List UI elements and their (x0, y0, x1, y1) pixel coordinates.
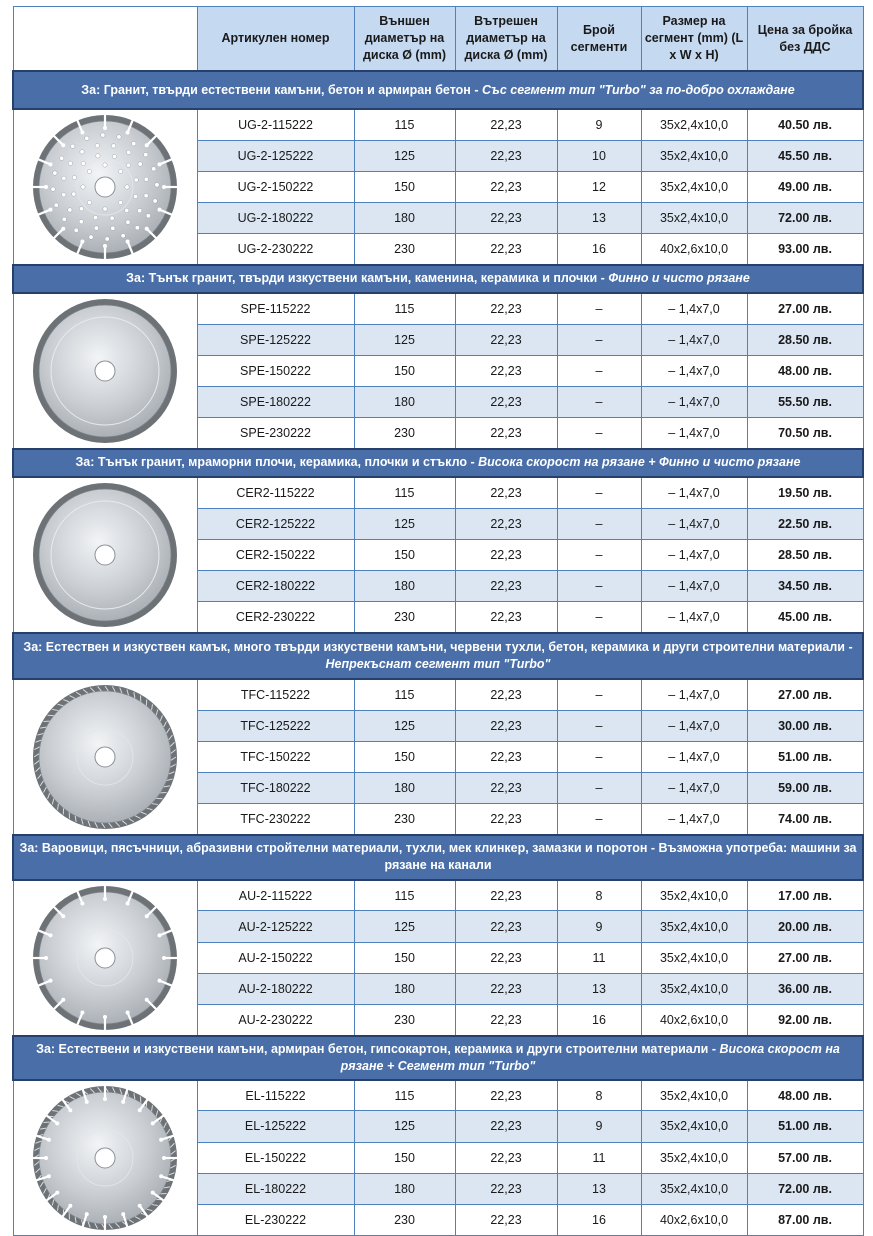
code-cell: AU-2-150222 (197, 942, 354, 973)
inner-diameter-cell: 22,23 (455, 602, 557, 633)
segments-cell: – (557, 418, 641, 449)
code-cell: CER2-150222 (197, 539, 354, 570)
segments-cell: – (557, 710, 641, 741)
segments-cell: – (557, 477, 641, 508)
price-table (12, 6, 864, 1236)
section-title-text: За: Естествен и изкуствен камък, много твърди изкуствени камъни, червени тухли, бетон, керамика и други строителни материали - (23, 640, 852, 654)
price-cell: 34.50 лв. (747, 570, 863, 601)
col-header-segments: Брой сегменти (557, 7, 641, 72)
segmented-turbo-icon (14, 1083, 197, 1233)
inner-diameter-cell: 22,23 (455, 772, 557, 803)
segment-size-cell: 35x2,4x10,0 (641, 1111, 747, 1142)
code-cell: UG-2-150222 (197, 171, 354, 202)
inner-diameter-cell: 22,23 (455, 418, 557, 449)
turbo-holes-icon (14, 112, 197, 262)
code-cell: SPE-125222 (197, 324, 354, 355)
inner-diameter-cell: 22,23 (455, 1111, 557, 1142)
code-cell: TFC-230222 (197, 804, 354, 835)
price-cell: 72.00 лв. (747, 203, 863, 234)
segment-size-cell: – 1,4x7,0 (641, 570, 747, 601)
price-cell: 51.00 лв. (747, 1111, 863, 1142)
segment-size-cell: – 1,4x7,0 (641, 293, 747, 324)
code-cell: CER2-115222 (197, 477, 354, 508)
section-title (13, 71, 863, 109)
code-cell: CER2-125222 (197, 508, 354, 539)
inner-diameter-cell: 22,23 (455, 973, 557, 1004)
segment-size-cell: 35x2,4x10,0 (641, 880, 747, 911)
segments-cell: 11 (557, 1142, 641, 1173)
price-cell: 22.50 лв. (747, 508, 863, 539)
code-cell: UG-2-115222 (197, 109, 354, 140)
outer-diameter-cell: 125 (354, 710, 455, 741)
outer-diameter-cell: 125 (354, 911, 455, 942)
segment-size-cell: – 1,4x7,0 (641, 804, 747, 835)
segments-cell: – (557, 387, 641, 418)
table-row (13, 109, 863, 140)
outer-diameter-cell: 125 (354, 1111, 455, 1142)
inner-diameter-cell: 22,23 (455, 1173, 557, 1204)
code-cell: SPE-230222 (197, 418, 354, 449)
segments-cell: 8 (557, 1080, 641, 1111)
table-row (13, 477, 863, 508)
segment-size-cell: – 1,4x7,0 (641, 355, 747, 386)
code-cell: TFC-125222 (197, 710, 354, 741)
code-cell: EL-150222 (197, 1142, 354, 1173)
inner-diameter-cell: 22,23 (455, 911, 557, 942)
section-header (13, 1036, 863, 1080)
segments-cell: 16 (557, 234, 641, 265)
inner-diameter-cell: 22,23 (455, 477, 557, 508)
col-header-code: Артикулен номер (197, 7, 354, 72)
outer-diameter-cell: 125 (354, 508, 455, 539)
product-image (13, 679, 197, 835)
outer-diameter-cell: 115 (354, 477, 455, 508)
segments-cell: – (557, 539, 641, 570)
segments-cell: 13 (557, 203, 641, 234)
inner-diameter-cell: 22,23 (455, 570, 557, 601)
segment-size-cell: – 1,4x7,0 (641, 679, 747, 710)
section-title (13, 633, 863, 679)
segments-cell: 13 (557, 1173, 641, 1204)
inner-diameter-cell: 22,23 (455, 234, 557, 265)
segment-size-cell: 40x2,6x10,0 (641, 234, 747, 265)
outer-diameter-cell: 115 (354, 880, 455, 911)
price-cell: 45.00 лв. (747, 602, 863, 633)
section-title-text: За: Гранит, твърди естествени камъни, бетон и армиран бетон - (81, 83, 482, 97)
inner-diameter-cell: 22,23 (455, 140, 557, 171)
price-cell: 55.50 лв. (747, 387, 863, 418)
inner-diameter-cell: 22,23 (455, 203, 557, 234)
section-title-emphasis: Непрекъснат сегмент тип "Turbo" (326, 657, 551, 671)
outer-diameter-cell: 180 (354, 203, 455, 234)
inner-diameter-cell: 22,23 (455, 1005, 557, 1036)
outer-diameter-cell: 150 (354, 539, 455, 570)
code-cell: UG-2-180222 (197, 203, 354, 234)
code-cell: SPE-180222 (197, 387, 354, 418)
section-title (13, 1036, 863, 1080)
inner-diameter-cell: 22,23 (455, 880, 557, 911)
header-row (13, 7, 863, 72)
outer-diameter-cell: 180 (354, 973, 455, 1004)
outer-diameter-cell: 150 (354, 741, 455, 772)
segments-cell: – (557, 804, 641, 835)
price-cell: 59.00 лв. (747, 772, 863, 803)
segment-size-cell: – 1,4x7,0 (641, 387, 747, 418)
segment-size-cell: – 1,4x7,0 (641, 324, 747, 355)
inner-diameter-cell: 22,23 (455, 539, 557, 570)
code-cell: TFC-150222 (197, 741, 354, 772)
segment-size-cell: 35x2,4x10,0 (641, 1142, 747, 1173)
outer-diameter-cell: 150 (354, 171, 455, 202)
price-cell: 72.00 лв. (747, 1173, 863, 1204)
header-blank (13, 7, 197, 72)
inner-diameter-cell: 22,23 (455, 1080, 557, 1111)
segment-size-cell: – 1,4x7,0 (641, 741, 747, 772)
code-cell: UG-2-125222 (197, 140, 354, 171)
inner-diameter-cell: 22,23 (455, 355, 557, 386)
segment-size-cell: 35x2,4x10,0 (641, 1173, 747, 1204)
section-title-emphasis: Със сегмент тип "Turbo" за по-добро охлаждане (482, 83, 795, 97)
price-cell: 70.50 лв. (747, 418, 863, 449)
segments-cell: 9 (557, 1111, 641, 1142)
segment-size-cell: 35x2,4x10,0 (641, 171, 747, 202)
price-cell: 30.00 лв. (747, 710, 863, 741)
price-cell: 36.00 лв. (747, 973, 863, 1004)
price-cell: 92.00 лв. (747, 1005, 863, 1036)
inner-diameter-cell: 22,23 (455, 109, 557, 140)
price-cell: 27.00 лв. (747, 942, 863, 973)
segment-size-cell: – 1,4x7,0 (641, 602, 747, 633)
code-cell: EL-115222 (197, 1080, 354, 1111)
col-header-inner: Вътрешен диаметър на диска Ø (mm) (455, 7, 557, 72)
segment-size-cell: 40x2,6x10,0 (641, 1005, 747, 1036)
segments-cell: 16 (557, 1204, 641, 1235)
segment-size-cell: 40x2,6x10,0 (641, 1204, 747, 1235)
section-title-text: За: Естествени и изкуствени камъни, армиран бетон, гипсокартон, керамика и други строителни материали - (36, 1042, 719, 1056)
segments-cell: – (557, 570, 641, 601)
product-image (13, 293, 197, 449)
section-header (13, 835, 863, 880)
section-title (13, 265, 863, 293)
price-cell: 57.00 лв. (747, 1142, 863, 1173)
segment-size-cell: – 1,4x7,0 (641, 508, 747, 539)
outer-diameter-cell: 180 (354, 570, 455, 601)
section-title-emphasis: Висока скорост на рязане + Финно и чисто рязане (478, 455, 800, 469)
col-header-outer: Външен диаметър на диска Ø (mm) (354, 7, 455, 72)
segment-size-cell: 35x2,4x10,0 (641, 942, 747, 973)
outer-diameter-cell: 230 (354, 1204, 455, 1235)
product-image (13, 109, 197, 265)
segment-size-cell: 35x2,4x10,0 (641, 140, 747, 171)
code-cell: TFC-115222 (197, 679, 354, 710)
code-cell: CER2-180222 (197, 570, 354, 601)
inner-diameter-cell: 22,23 (455, 324, 557, 355)
price-cell: 87.00 лв. (747, 1204, 863, 1235)
segments-cell: – (557, 741, 641, 772)
col-header-price: Цена за бройка без ДДС (747, 7, 863, 72)
outer-diameter-cell: 230 (354, 602, 455, 633)
price-cell: 51.00 лв. (747, 741, 863, 772)
price-cell: 48.00 лв. (747, 1080, 863, 1111)
code-cell: EL-125222 (197, 1111, 354, 1142)
code-cell: AU-2-230222 (197, 1005, 354, 1036)
segments-cell: – (557, 679, 641, 710)
section-title-text: За: Тънък гранит, мраморни плочи, керамика, плочки и стъкло - (75, 455, 478, 469)
segmented-icon (14, 883, 197, 1033)
outer-diameter-cell: 150 (354, 942, 455, 973)
section-title (13, 449, 863, 477)
product-image (13, 1080, 197, 1236)
inner-diameter-cell: 22,23 (455, 293, 557, 324)
table-row (13, 293, 863, 324)
price-cell: 28.50 лв. (747, 324, 863, 355)
price-cell: 28.50 лв. (747, 539, 863, 570)
segment-size-cell: – 1,4x7,0 (641, 418, 747, 449)
outer-diameter-cell: 180 (354, 387, 455, 418)
code-cell: AU-2-180222 (197, 973, 354, 1004)
segments-cell: – (557, 355, 641, 386)
outer-diameter-cell: 230 (354, 1005, 455, 1036)
inner-diameter-cell: 22,23 (455, 710, 557, 741)
price-cell: 19.50 лв. (747, 477, 863, 508)
price-cell: 20.00 лв. (747, 911, 863, 942)
section-header (13, 265, 863, 293)
product-image (13, 477, 197, 633)
section-title-text: За: Варовици, пясъчници, абразивни стройтелни материали, тухли, мек клинкер, замазки и поротон - Възможна употреба: машини за рязане на канали (20, 841, 857, 872)
inner-diameter-cell: 22,23 (455, 387, 557, 418)
segments-cell: 9 (557, 109, 641, 140)
outer-diameter-cell: 230 (354, 234, 455, 265)
price-cell: 27.00 лв. (747, 293, 863, 324)
outer-diameter-cell: 180 (354, 1173, 455, 1204)
continuous-rim-icon (14, 296, 197, 446)
code-cell: SPE-150222 (197, 355, 354, 386)
outer-diameter-cell: 150 (354, 355, 455, 386)
price-cell: 45.50 лв. (747, 140, 863, 171)
code-cell: EL-180222 (197, 1173, 354, 1204)
segments-cell: – (557, 293, 641, 324)
price-cell: 17.00 лв. (747, 880, 863, 911)
inner-diameter-cell: 22,23 (455, 804, 557, 835)
outer-diameter-cell: 115 (354, 1080, 455, 1111)
code-cell: UG-2-230222 (197, 234, 354, 265)
segments-cell: 11 (557, 942, 641, 973)
table-row (13, 880, 863, 911)
inner-diameter-cell: 22,23 (455, 171, 557, 202)
price-cell: 74.00 лв. (747, 804, 863, 835)
inner-diameter-cell: 22,23 (455, 1204, 557, 1235)
segment-size-cell: – 1,4x7,0 (641, 772, 747, 803)
segments-cell: 16 (557, 1005, 641, 1036)
table-row (13, 679, 863, 710)
segments-cell: – (557, 508, 641, 539)
section-title (13, 835, 863, 880)
segment-size-cell: – 1,4x7,0 (641, 477, 747, 508)
code-cell: AU-2-115222 (197, 880, 354, 911)
code-cell: EL-230222 (197, 1204, 354, 1235)
section-header (13, 633, 863, 679)
turbo-rim-icon (14, 682, 197, 832)
segments-cell: 9 (557, 911, 641, 942)
segment-size-cell: 35x2,4x10,0 (641, 1080, 747, 1111)
price-cell: 49.00 лв. (747, 171, 863, 202)
continuous-rim-icon (14, 480, 197, 630)
segments-cell: – (557, 772, 641, 803)
segment-size-cell: 35x2,4x10,0 (641, 911, 747, 942)
col-header-size: Размер на сегмент (mm) (L x W x H) (641, 7, 747, 72)
inner-diameter-cell: 22,23 (455, 1142, 557, 1173)
segment-size-cell: – 1,4x7,0 (641, 539, 747, 570)
section-header (13, 449, 863, 477)
outer-diameter-cell: 115 (354, 293, 455, 324)
outer-diameter-cell: 230 (354, 804, 455, 835)
inner-diameter-cell: 22,23 (455, 679, 557, 710)
table-row (13, 1080, 863, 1111)
segments-cell: 13 (557, 973, 641, 1004)
code-cell: SPE-115222 (197, 293, 354, 324)
segments-cell: – (557, 324, 641, 355)
code-cell: AU-2-125222 (197, 911, 354, 942)
outer-diameter-cell: 115 (354, 679, 455, 710)
outer-diameter-cell: 180 (354, 772, 455, 803)
segments-cell: – (557, 602, 641, 633)
code-cell: TFC-180222 (197, 772, 354, 803)
outer-diameter-cell: 125 (354, 140, 455, 171)
segment-size-cell: 35x2,4x10,0 (641, 973, 747, 1004)
inner-diameter-cell: 22,23 (455, 741, 557, 772)
price-cell: 27.00 лв. (747, 679, 863, 710)
section-title-text: За: Тънък гранит, твърди изкуствени камъни, каменина, керамика и плочки - (126, 271, 608, 285)
price-cell: 40.50 лв. (747, 109, 863, 140)
outer-diameter-cell: 115 (354, 109, 455, 140)
segments-cell: 8 (557, 880, 641, 911)
segment-size-cell: – 1,4x7,0 (641, 710, 747, 741)
inner-diameter-cell: 22,23 (455, 942, 557, 973)
section-header (13, 71, 863, 109)
segments-cell: 10 (557, 140, 641, 171)
section-title-emphasis: Висока скорост на рязане + Сегмент тип "Turbo" (341, 1042, 840, 1073)
section-title-emphasis: Финно и чисто рязане (608, 271, 749, 285)
inner-diameter-cell: 22,23 (455, 508, 557, 539)
outer-diameter-cell: 150 (354, 1142, 455, 1173)
code-cell: CER2-230222 (197, 602, 354, 633)
price-cell: 93.00 лв. (747, 234, 863, 265)
price-cell: 48.00 лв. (747, 355, 863, 386)
segment-size-cell: 35x2,4x10,0 (641, 109, 747, 140)
outer-diameter-cell: 125 (354, 324, 455, 355)
segment-size-cell: 35x2,4x10,0 (641, 203, 747, 234)
product-image (13, 880, 197, 1036)
outer-diameter-cell: 230 (354, 418, 455, 449)
segments-cell: 12 (557, 171, 641, 202)
